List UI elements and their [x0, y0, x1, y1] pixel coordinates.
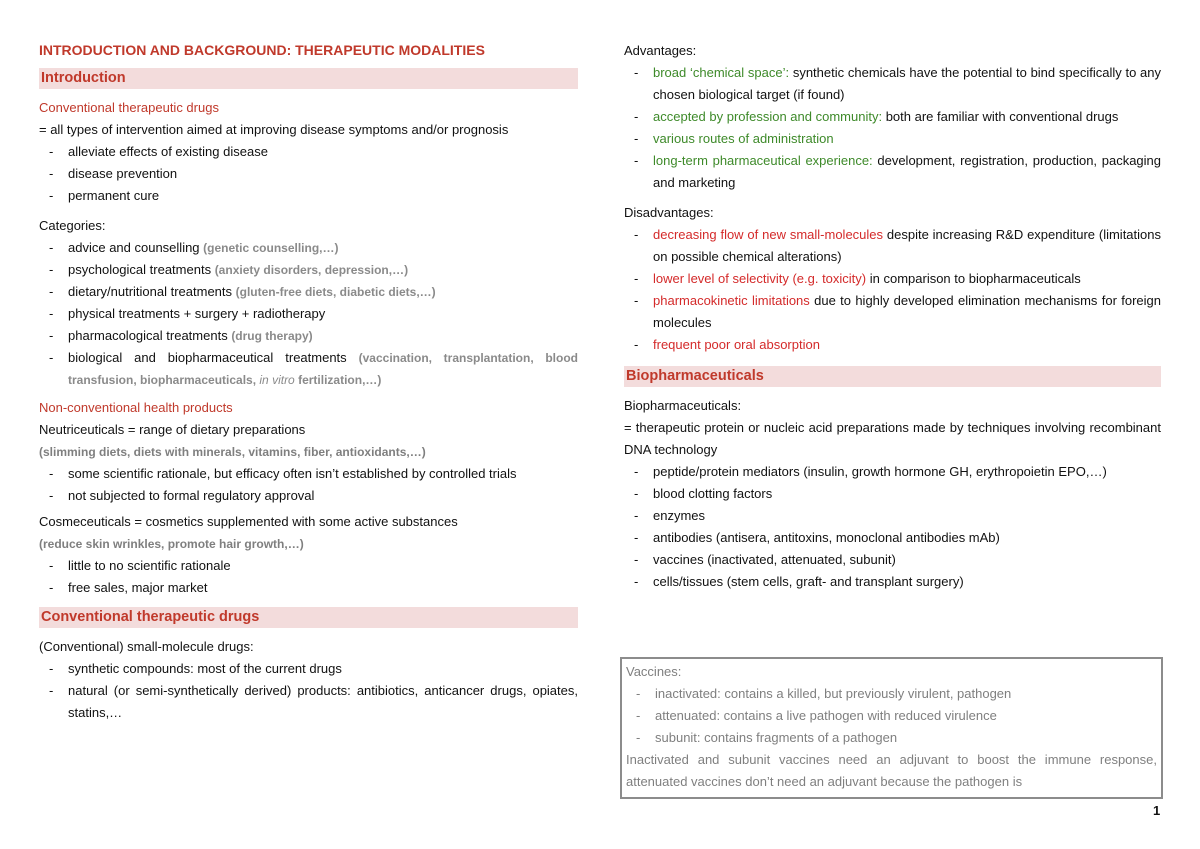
list-item: - pharmacological treatments (drug therapy)	[39, 325, 578, 347]
biopharmaceuticals-list	[624, 461, 1161, 593]
conventional-list	[39, 141, 578, 207]
advantages-label: Advantages:	[624, 43, 697, 58]
list-item: - cells/tissues (stem cells, graft- and transplant surgery)	[624, 571, 1161, 593]
list-item: - broad ‘chemical space’: synthetic chemicals have the potential to bind specifically to any chosen biological target (if found)	[624, 62, 1161, 106]
list-item: - permanent cure	[39, 185, 578, 207]
list-item: - inactivated: contains a killed, but previously virulent, pathogen	[626, 683, 1157, 705]
list-item: - biological and biopharmaceutical treatments (vaccination, transplantation, blood transfusion, biopharmaceuticals, in vitro fertilization,…)	[39, 347, 578, 391]
cosmeceuticals-definition: Cosmeceuticals = cosmetics supplemented with some active substances	[39, 514, 458, 529]
list-item: - frequent poor oral absorption	[624, 334, 1161, 356]
list-item: - peptide/protein mediators (insulin, growth hormone GH, erythropoietin EPO,…)	[624, 461, 1161, 483]
list-item: - synthetic compounds: most of the current drugs	[39, 658, 578, 680]
cosmeceuticals-examples: (reduce skin wrinkles, promote hair growth,…)	[39, 537, 304, 551]
list-item: - subunit: contains fragments of a pathogen	[626, 727, 1157, 749]
subheading-non-conventional: Non-conventional health products	[39, 400, 233, 415]
list-item: - blood clotting factors	[624, 483, 1161, 505]
small-molecule-list	[39, 658, 578, 724]
list-item: - decreasing flow of new small-molecules despite increasing R&D expenditure (limitations on possible chemical alterations)	[624, 224, 1161, 268]
advantages-list	[624, 62, 1161, 194]
list-item: - little to no scientific rationale	[39, 555, 578, 577]
list-item: - free sales, major market	[39, 577, 578, 599]
vaccines-list	[626, 683, 1157, 749]
list-item: - pharmacokinetic limitations due to highly developed elimination mechanisms for foreign molecules	[624, 290, 1161, 334]
disadvantages-label: Disadvantages:	[624, 205, 714, 220]
list-item: - some scientific rationale, but efficacy often isn’t established by controlled trials	[39, 463, 578, 485]
conventional-definition: = all types of intervention aimed at improving disease symptoms and/or prognosis	[39, 122, 509, 137]
list-item: - alleviate effects of existing disease	[39, 141, 578, 163]
disadvantages-list	[624, 224, 1161, 356]
list-item: - accepted by profession and community: both are familiar with conventional drugs	[624, 106, 1161, 128]
list-item: - vaccines (inactivated, attenuated, subunit)	[624, 549, 1161, 571]
small-molecule-label: (Conventional) small-molecule drugs:	[39, 639, 254, 654]
list-item: - attenuated: contains a live pathogen with reduced virulence	[626, 705, 1157, 727]
list-item: - disease prevention	[39, 163, 578, 185]
list-item: - psychological treatments (anxiety disorders, depression,…)	[39, 259, 578, 281]
document-title: INTRODUCTION AND BACKGROUND: THERAPEUTIC MODALITIES	[39, 42, 485, 58]
vaccines-label: Vaccines:	[626, 664, 682, 679]
list-item: - not subjected to formal regulatory approval	[39, 485, 578, 507]
section-heading-introduction: Introduction	[39, 68, 578, 89]
biopharmaceuticals-label: Biopharmaceuticals:	[624, 398, 742, 413]
list-item: - advice and counselling (genetic counselling,…)	[39, 237, 578, 259]
categories-list	[39, 237, 578, 391]
list-item: - natural (or semi-synthetically derived) products: antibiotics, anticancer drugs, opiates, statins,…	[39, 680, 578, 724]
vaccines-paragraph: Inactivated and subunit vaccines need an adjuvant to boost the immune response, attenuated vaccines don’t need an adjuvant because the pathogen is	[626, 752, 1157, 789]
biopharmaceuticals-definition: = therapeutic protein or nucleic acid preparations made by techniques involving recombinant DNA technology	[624, 420, 1161, 457]
list-item: - long-term pharmaceutical experience: development, registration, production, packaging and marketing	[624, 150, 1161, 194]
list-item: - lower level of selectivity (e.g. toxicity) in comparison to biopharmaceuticals	[624, 268, 1161, 290]
neutriceuticals-list	[39, 463, 578, 507]
cosmeceuticals-list	[39, 555, 578, 599]
section-heading-biopharmaceuticals: Biopharmaceuticals	[624, 366, 1161, 387]
list-item: - various routes of administration	[624, 128, 1161, 150]
list-item: - physical treatments + surgery + radiotherapy	[39, 303, 578, 325]
list-item: - dietary/nutritional treatments (gluten-free diets, diabetic diets,…)	[39, 281, 578, 303]
left-column	[39, 38, 578, 724]
subheading-conventional-drugs: Conventional therapeutic drugs	[39, 100, 219, 115]
page-number: 1	[1153, 803, 1161, 818]
neutriceuticals-examples: (slimming diets, diets with minerals, vitamins, fiber, antioxidants,…)	[39, 445, 426, 459]
list-item: - antibodies (antisera, antitoxins, monoclonal antibodies mAb)	[624, 527, 1161, 549]
right-column	[624, 40, 1161, 593]
section-heading-conventional-drugs: Conventional therapeutic drugs	[39, 607, 578, 628]
categories-label: Categories:	[39, 218, 106, 233]
list-item: - enzymes	[624, 505, 1161, 527]
vaccines-note-box	[620, 657, 1163, 799]
neutriceuticals-definition: Neutriceuticals = range of dietary preparations	[39, 422, 306, 437]
